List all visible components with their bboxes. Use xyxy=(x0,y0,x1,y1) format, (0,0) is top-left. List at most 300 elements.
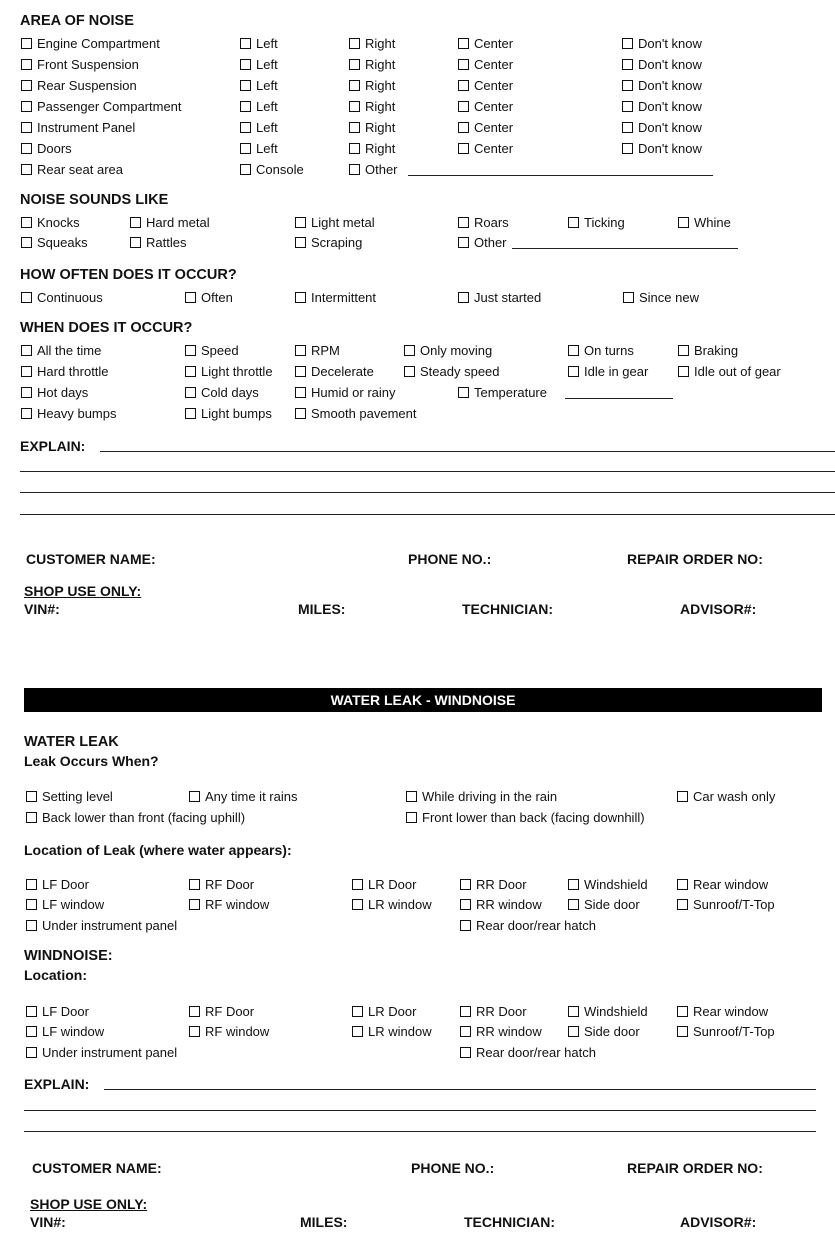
checkbox-box[interactable] xyxy=(677,879,688,890)
checkbox-box[interactable] xyxy=(240,38,251,49)
checkbox-cold-days[interactable] xyxy=(185,385,259,400)
checkbox-label: Squeaks xyxy=(37,235,88,250)
checkbox-box[interactable] xyxy=(568,345,579,356)
checkbox-label: Speed xyxy=(201,343,239,358)
checkbox-box[interactable] xyxy=(240,143,251,154)
checkbox-humid-or-rainy[interactable] xyxy=(295,385,396,400)
checkbox-box[interactable] xyxy=(21,366,32,377)
checkbox-label: Other xyxy=(365,162,398,177)
checkbox-box[interactable] xyxy=(568,899,579,910)
checkbox-box[interactable] xyxy=(352,1026,363,1037)
checkbox-box[interactable] xyxy=(21,59,32,70)
checkbox-box[interactable] xyxy=(130,237,141,248)
checkbox-box[interactable] xyxy=(458,101,469,112)
checkbox-right[interactable] xyxy=(349,78,395,93)
checkbox-right[interactable] xyxy=(349,57,395,72)
checkbox-while-driving-in-rain[interactable] xyxy=(406,789,557,804)
checkbox-box[interactable] xyxy=(185,292,196,303)
checkbox-label: Right xyxy=(365,120,396,135)
checkbox-rr-door[interactable] xyxy=(460,1004,527,1019)
checkbox-lf-door[interactable] xyxy=(26,1004,89,1019)
checkbox-label: LF Door xyxy=(42,1004,89,1019)
checkbox-label: Cold days xyxy=(201,385,259,400)
checkbox-light-bumps[interactable] xyxy=(185,406,272,421)
checkbox-hard-throttle[interactable] xyxy=(21,364,109,379)
checkbox-squeaks[interactable] xyxy=(21,235,88,250)
checkbox-windshield[interactable] xyxy=(568,1004,648,1019)
checkbox-rf-door[interactable] xyxy=(189,877,254,892)
checkbox-lr-door[interactable] xyxy=(352,877,416,892)
checkbox-label: Setting level xyxy=(42,789,113,804)
checkbox-label: Center xyxy=(474,78,514,93)
checkbox-label: Idle out of gear xyxy=(694,364,781,379)
checkbox-label: Since new xyxy=(639,290,699,305)
checkbox-center[interactable] xyxy=(458,78,513,93)
checkbox-left[interactable] xyxy=(240,99,278,114)
checkbox-left[interactable] xyxy=(240,57,278,72)
explain-line[interactable] xyxy=(20,471,835,472)
checkbox-label: Right xyxy=(365,99,396,114)
checkbox-label: Under instrument panel xyxy=(42,1045,178,1060)
checkbox-label: Left xyxy=(256,141,278,156)
checkbox-box[interactable] xyxy=(21,292,32,303)
checkbox-rf-door[interactable] xyxy=(189,1004,254,1019)
checkbox-label: LR Door xyxy=(368,877,417,892)
checkbox-box[interactable] xyxy=(460,879,471,890)
explain-line[interactable] xyxy=(24,1110,816,1111)
checkbox-box[interactable] xyxy=(352,879,363,890)
checkbox-box[interactable] xyxy=(678,345,689,356)
checkbox-label: Hot days xyxy=(37,385,89,400)
checkbox-box[interactable] xyxy=(404,366,415,377)
checkbox-box[interactable] xyxy=(349,38,360,49)
checkbox-lf-window[interactable] xyxy=(26,897,104,912)
checkbox-roars[interactable] xyxy=(458,215,509,230)
checkbox-box[interactable] xyxy=(568,366,579,377)
checkbox-box[interactable] xyxy=(189,791,200,802)
checkbox-box[interactable] xyxy=(460,899,471,910)
explain-line[interactable] xyxy=(24,1131,816,1132)
checkbox-box[interactable] xyxy=(622,38,633,49)
how-often-heading: HOW OFTEN DOES IT OCCUR? xyxy=(20,267,237,283)
windnoise-heading: WINDNOISE: xyxy=(24,948,113,964)
checkbox-right[interactable] xyxy=(349,36,395,51)
checkbox-idle-out-of-gear[interactable] xyxy=(678,364,781,379)
checkbox-label: Knocks xyxy=(37,215,80,230)
checkbox-box[interactable] xyxy=(677,791,688,802)
when-does-it-occur-heading: WHEN DOES IT OCCUR? xyxy=(20,320,193,336)
checkbox-rattles[interactable] xyxy=(130,235,186,250)
checkbox-label: Rear window xyxy=(693,1004,769,1019)
checkbox-box[interactable] xyxy=(349,80,360,91)
checkbox-box[interactable] xyxy=(458,143,469,154)
checkbox-car-wash-only[interactable] xyxy=(677,789,775,804)
checkbox-continuous[interactable] xyxy=(21,290,103,305)
checkbox-box[interactable] xyxy=(349,59,360,70)
checkbox-box[interactable] xyxy=(568,1026,579,1037)
explain-line[interactable] xyxy=(104,1089,816,1090)
checkbox-label: Side door xyxy=(584,897,640,912)
checkbox-box[interactable] xyxy=(678,366,689,377)
checkbox-windshield[interactable] xyxy=(568,877,648,892)
temperature-fill-line[interactable] xyxy=(565,398,673,399)
location-of-leak-heading: Location of Leak (where water appears): xyxy=(24,842,292,858)
checkbox-label: Temperature xyxy=(474,385,547,400)
checkbox-other[interactable] xyxy=(349,162,398,177)
checkbox-label: Decelerate xyxy=(311,364,374,379)
checkbox-temperature[interactable] xyxy=(458,385,547,400)
checkbox-box[interactable] xyxy=(21,237,32,248)
checkbox-label: Sunroof/T-Top xyxy=(693,897,775,912)
checkbox-decelerate[interactable] xyxy=(295,364,374,379)
explain-label: EXPLAIN: xyxy=(24,1076,90,1092)
checkbox-any-time-it-rains[interactable] xyxy=(189,789,297,804)
miles-label: MILES: xyxy=(298,601,346,617)
checkbox-side-door[interactable] xyxy=(568,897,640,912)
checkbox-box[interactable] xyxy=(26,791,37,802)
checkbox-scraping[interactable] xyxy=(295,235,362,250)
checkbox-instrument-panel[interactable] xyxy=(21,120,135,135)
checkbox-rf-window[interactable] xyxy=(189,1024,269,1039)
checkbox-side-door[interactable] xyxy=(568,1024,640,1039)
checkbox-box[interactable] xyxy=(240,59,251,70)
checkbox-box[interactable] xyxy=(26,920,37,931)
checkbox-label: Sunroof/T-Top xyxy=(693,1024,775,1039)
checkbox-box[interactable] xyxy=(21,217,32,228)
checkbox-box[interactable] xyxy=(26,1026,37,1037)
checkbox-rpm[interactable] xyxy=(295,343,340,358)
checkbox-label: LF window xyxy=(42,897,105,912)
checkbox-label: Right xyxy=(365,78,396,93)
checkbox-box[interactable] xyxy=(240,101,251,112)
checkbox-box[interactable] xyxy=(189,1026,200,1037)
checkbox-whine[interactable] xyxy=(678,215,731,230)
checkbox-box[interactable] xyxy=(21,387,32,398)
area-of-noise-heading: AREA OF NOISE xyxy=(20,13,134,29)
other-fill-line[interactable] xyxy=(512,248,738,249)
checkbox-box[interactable] xyxy=(622,122,633,133)
checkbox-label: Don't know xyxy=(638,120,702,135)
checkbox-rear-suspension[interactable] xyxy=(21,78,137,93)
checkbox-rr-door[interactable] xyxy=(460,877,527,892)
checkbox-sunroof-t-top[interactable] xyxy=(677,1024,775,1039)
checkbox-box[interactable] xyxy=(185,366,196,377)
checkbox-box[interactable] xyxy=(21,122,32,133)
checkbox-intermittent[interactable] xyxy=(295,290,376,305)
checkbox-box[interactable] xyxy=(21,345,32,356)
checkbox-label: Side door xyxy=(584,1024,640,1039)
checkbox-label: Left xyxy=(256,120,278,135)
checkbox-box[interactable] xyxy=(458,122,469,133)
checkbox-passenger-compartment[interactable] xyxy=(21,99,182,114)
checkbox-label: Steady speed xyxy=(420,364,500,379)
checkbox-back-lower-than-front[interactable] xyxy=(26,810,245,825)
checkbox-label: LR Door xyxy=(368,1004,417,1019)
checkbox-label: Light throttle xyxy=(201,364,273,379)
checkbox-right[interactable] xyxy=(349,120,395,135)
other-fill-line[interactable] xyxy=(408,175,713,176)
checkbox-engine-compartment[interactable] xyxy=(21,36,160,51)
checkbox-box[interactable] xyxy=(349,101,360,112)
checkbox-box[interactable] xyxy=(26,899,37,910)
checkbox-dont-know[interactable] xyxy=(622,120,702,135)
checkbox-box[interactable] xyxy=(352,1006,363,1017)
checkbox-box[interactable] xyxy=(26,1006,37,1017)
repair-order-label: REPAIR ORDER NO: xyxy=(627,1160,763,1176)
checkbox-box[interactable] xyxy=(189,879,200,890)
checkbox-lr-window[interactable] xyxy=(352,1024,432,1039)
checkbox-label: Rattles xyxy=(146,235,187,250)
checkbox-box[interactable] xyxy=(458,80,469,91)
checkbox-box[interactable] xyxy=(349,143,360,154)
checkbox-box[interactable] xyxy=(26,1047,37,1058)
customer-name-label: CUSTOMER NAME: xyxy=(32,1160,162,1176)
vin-label: VIN#: xyxy=(30,1214,66,1230)
windnoise-location-heading: Location: xyxy=(24,967,87,983)
checkbox-box[interactable] xyxy=(240,122,251,133)
checkbox-box[interactable] xyxy=(404,345,415,356)
checkbox-front-lower-than-back[interactable] xyxy=(406,810,645,825)
checkbox-label: Front Suspension xyxy=(37,57,139,72)
checkbox-heavy-bumps[interactable] xyxy=(21,406,116,421)
checkbox-label: Passenger Compartment xyxy=(37,99,182,114)
checkbox-label: Instrument Panel xyxy=(37,120,136,135)
checkbox-dont-know[interactable] xyxy=(622,57,702,72)
checkbox-rr-window[interactable] xyxy=(460,1024,542,1039)
checkbox-center[interactable] xyxy=(458,57,513,72)
checkbox-box[interactable] xyxy=(240,80,251,91)
checkbox-rear-door-hatch[interactable] xyxy=(460,918,596,933)
checkbox-ticking[interactable] xyxy=(568,215,625,230)
checkbox-box[interactable] xyxy=(21,101,32,112)
checkbox-label: Idle in gear xyxy=(584,364,649,379)
checkbox-box[interactable] xyxy=(21,164,32,175)
checkbox-box[interactable] xyxy=(185,387,196,398)
checkbox-box[interactable] xyxy=(568,217,579,228)
checkbox-light-throttle[interactable] xyxy=(185,364,273,379)
checkbox-box[interactable] xyxy=(21,38,32,49)
checkbox-center[interactable] xyxy=(458,120,513,135)
checkbox-under-instrument-panel[interactable] xyxy=(26,1045,177,1060)
checkbox-box[interactable] xyxy=(568,879,579,890)
checkbox-box[interactable] xyxy=(677,1006,688,1017)
checkbox-speed[interactable] xyxy=(185,343,239,358)
checkbox-rr-window[interactable] xyxy=(460,897,542,912)
checkbox-label: Don't know xyxy=(638,78,702,93)
checkbox-hard-metal[interactable] xyxy=(130,215,210,230)
checkbox-label: Center xyxy=(474,36,514,51)
checkbox-label: Roars xyxy=(474,215,509,230)
checkbox-dont-know[interactable] xyxy=(622,78,702,93)
checkbox-label: Center xyxy=(474,120,514,135)
checkbox-box[interactable] xyxy=(295,292,306,303)
checkbox-label: Under instrument panel xyxy=(42,918,178,933)
checkbox-label: Doors xyxy=(37,141,72,156)
checkbox-box[interactable] xyxy=(130,217,141,228)
checkbox-label: Rear door/rear hatch xyxy=(476,1045,596,1060)
checkbox-box[interactable] xyxy=(460,1006,471,1017)
checkbox-right[interactable] xyxy=(349,99,395,114)
checkbox-light-metal[interactable] xyxy=(295,215,375,230)
checkbox-box[interactable] xyxy=(185,345,196,356)
checkbox-box[interactable] xyxy=(622,101,633,112)
checkbox-label: Don't know xyxy=(638,99,702,114)
checkbox-box[interactable] xyxy=(460,1047,471,1058)
checkbox-label: While driving in the rain xyxy=(422,789,558,804)
checkbox-left[interactable] xyxy=(240,120,278,135)
checkbox-box[interactable] xyxy=(185,408,196,419)
water-leak-heading: WATER LEAK xyxy=(24,734,119,750)
checkbox-box[interactable] xyxy=(678,217,689,228)
checkbox-box[interactable] xyxy=(21,143,32,154)
checkbox-label: Left xyxy=(256,99,278,114)
checkbox-box[interactable] xyxy=(26,879,37,890)
checkbox-hot-days[interactable] xyxy=(21,385,88,400)
checkbox-rear-seat-area[interactable] xyxy=(21,162,123,177)
noise-sounds-like-heading: NOISE SOUNDS LIKE xyxy=(20,192,169,208)
checkbox-rear-window[interactable] xyxy=(677,1004,768,1019)
checkbox-rear-door-hatch[interactable] xyxy=(460,1045,596,1060)
checkbox-label: Humid or rainy xyxy=(311,385,396,400)
checkbox-box[interactable] xyxy=(21,80,32,91)
checkbox-box[interactable] xyxy=(460,1026,471,1037)
checkbox-box[interactable] xyxy=(189,1006,200,1017)
checkbox-label: Back lower than front (facing uphill) xyxy=(42,810,246,825)
checkbox-box[interactable] xyxy=(189,899,200,910)
checkbox-label: Center xyxy=(474,141,514,156)
checkbox-box[interactable] xyxy=(460,920,471,931)
checkbox-box[interactable] xyxy=(295,345,306,356)
checkbox-lf-door[interactable] xyxy=(26,877,89,892)
checkbox-box[interactable] xyxy=(295,387,306,398)
checkbox-box[interactable] xyxy=(568,1006,579,1017)
checkbox-label: Engine Compartment xyxy=(37,36,160,51)
checkbox-label: Front lower than back (facing downhill) xyxy=(422,810,645,825)
checkbox-front-suspension[interactable] xyxy=(21,57,139,72)
checkbox-since-new[interactable] xyxy=(623,290,699,305)
leak-occurs-when-heading: Leak Occurs When? xyxy=(24,753,159,769)
checkbox-label: Right xyxy=(365,36,396,51)
checkbox-left[interactable] xyxy=(240,78,278,93)
checkbox-label: Light bumps xyxy=(201,406,272,421)
checkbox-label: Car wash only xyxy=(693,789,776,804)
checkbox-console[interactable] xyxy=(240,162,304,177)
checkbox-box[interactable] xyxy=(623,292,634,303)
checkbox-left[interactable] xyxy=(240,141,278,156)
checkbox-idle-in-gear[interactable] xyxy=(568,364,648,379)
explain-line[interactable] xyxy=(100,451,835,452)
checkbox-all-the-time[interactable] xyxy=(21,343,101,358)
checkbox-label: RR Door xyxy=(476,1004,527,1019)
checkbox-box[interactable] xyxy=(458,59,469,70)
checkbox-box[interactable] xyxy=(295,408,306,419)
checkbox-only-moving[interactable] xyxy=(404,343,492,358)
checkbox-often[interactable] xyxy=(185,290,233,305)
technician-label: TECHNICIAN: xyxy=(462,601,553,617)
checkbox-box[interactable] xyxy=(458,292,469,303)
checkbox-box[interactable] xyxy=(240,164,251,175)
checkbox-lr-window[interactable] xyxy=(352,897,432,912)
phone-label: PHONE NO.: xyxy=(411,1160,495,1176)
checkbox-box[interactable] xyxy=(352,899,363,910)
checkbox-box[interactable] xyxy=(677,899,688,910)
checkbox-right[interactable] xyxy=(349,141,395,156)
checkbox-smooth-pavement[interactable] xyxy=(295,406,417,421)
checkbox-center[interactable] xyxy=(458,99,513,114)
checkbox-box[interactable] xyxy=(349,164,360,175)
checkbox-box[interactable] xyxy=(26,812,37,823)
checkbox-lr-door[interactable] xyxy=(352,1004,416,1019)
customer-name-label: CUSTOMER NAME: xyxy=(26,551,156,567)
checkbox-steady-speed[interactable] xyxy=(404,364,500,379)
checkbox-label: LF window xyxy=(42,1024,105,1039)
miles-label: MILES: xyxy=(300,1214,348,1230)
checkbox-box[interactable] xyxy=(295,217,306,228)
shop-use-only-label: SHOP USE ONLY: xyxy=(30,1196,148,1212)
explain-label: EXPLAIN: xyxy=(20,438,86,454)
checkbox-under-instrument-panel[interactable] xyxy=(26,918,177,933)
checkbox-box[interactable] xyxy=(406,791,417,802)
checkbox-label: Windshield xyxy=(584,877,648,892)
checkbox-box[interactable] xyxy=(295,366,306,377)
checkbox-setting-level[interactable] xyxy=(26,789,113,804)
checkbox-lf-window[interactable] xyxy=(26,1024,104,1039)
checkbox-box[interactable] xyxy=(458,38,469,49)
checkbox-label: Don't know xyxy=(638,36,702,51)
checkbox-label: Any time it rains xyxy=(205,789,298,804)
checkbox-box[interactable] xyxy=(295,237,306,248)
checkbox-box[interactable] xyxy=(21,408,32,419)
checkbox-box[interactable] xyxy=(458,387,469,398)
checkbox-label: RR window xyxy=(476,1024,542,1039)
checkbox-sunroof-t-top[interactable] xyxy=(677,897,775,912)
checkbox-label: Don't know xyxy=(638,141,702,156)
checkbox-label: Left xyxy=(256,36,278,51)
checkbox-rf-window[interactable] xyxy=(189,897,269,912)
checkbox-center[interactable] xyxy=(458,36,513,51)
checkbox-label: RR Door xyxy=(476,877,527,892)
checkbox-box[interactable] xyxy=(406,812,417,823)
checkbox-knocks[interactable] xyxy=(21,215,80,230)
checkbox-box[interactable] xyxy=(677,1026,688,1037)
explain-line[interactable] xyxy=(20,514,835,515)
checkbox-center[interactable] xyxy=(458,141,513,156)
checkbox-box[interactable] xyxy=(458,217,469,228)
checkbox-other[interactable] xyxy=(458,235,507,250)
checkbox-box[interactable] xyxy=(622,59,633,70)
shop-use-only-label: SHOP USE ONLY: xyxy=(24,583,142,599)
checkbox-label: RPM xyxy=(311,343,340,358)
checkbox-dont-know[interactable] xyxy=(622,141,702,156)
checkbox-left[interactable] xyxy=(240,36,278,51)
checkbox-box[interactable] xyxy=(622,143,633,154)
checkbox-braking[interactable] xyxy=(678,343,738,358)
checkbox-on-turns[interactable] xyxy=(568,343,634,358)
checkbox-box[interactable] xyxy=(349,122,360,133)
checkbox-label: LR window xyxy=(368,1024,432,1039)
checkbox-dont-know[interactable] xyxy=(622,99,702,114)
checkbox-dont-know[interactable] xyxy=(622,36,702,51)
checkbox-doors[interactable] xyxy=(21,141,72,156)
checkbox-box[interactable] xyxy=(622,80,633,91)
checkbox-label: Light metal xyxy=(311,215,375,230)
checkbox-label: RR window xyxy=(476,897,542,912)
checkbox-box[interactable] xyxy=(458,237,469,248)
checkbox-just-started[interactable] xyxy=(458,290,541,305)
explain-line[interactable] xyxy=(20,492,835,493)
checkbox-label: Rear window xyxy=(693,877,769,892)
checkbox-rear-window[interactable] xyxy=(677,877,768,892)
